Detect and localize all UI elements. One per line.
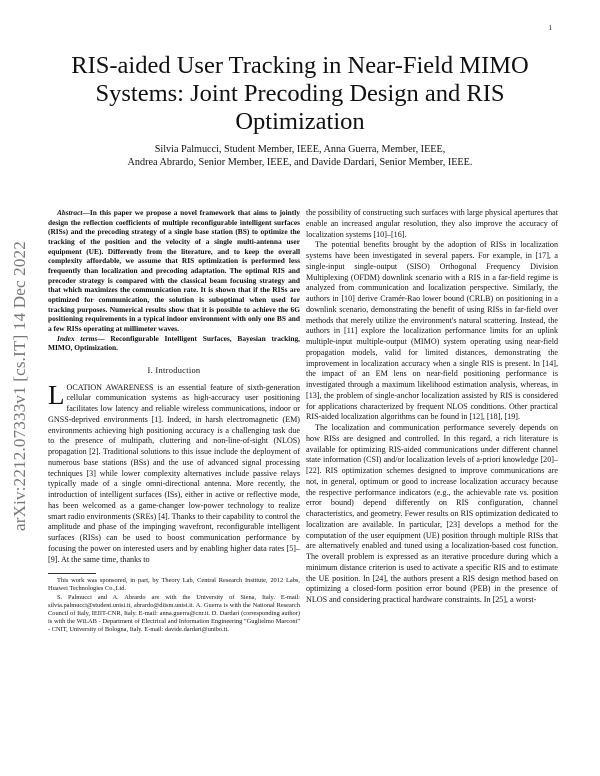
author-list (40, 143, 560, 169)
page-number: 1 (548, 24, 552, 32)
arxiv-stamp (6, 196, 34, 576)
intro-paragraph (48, 379, 300, 566)
index-terms-label: Index terms (57, 333, 98, 343)
footnote-affiliations: S. Palmucci and A. Abrardo are with the University of Siena, Italy. E-mail: silvia.palmucci@student.unisi.it, abrardo@diism.unisi.it. A. Guerra is with the National Research Council of Italy, IEIIT-CNR, Italy. E-mail: anna.guerra@cnr.it. D. Dardari (corresponding author) is with the WiLAB - Department of Electrical and Information Engineering "Guglielmo Marconi" - CNIT, University of Bologna, Italy. E-mail: davide.dardari@unibo.it. (48, 593, 300, 633)
right-column (306, 208, 558, 606)
intro-text: OCATION AWARENESS is an essential feature of sixth-generation cellular communication systems as high-accuracy user positioning facilitates low latency and reliable wireless communications, indoor or GNSS-deprived environments [1]. Indeed, in harsh electromagnetic (EM) environments achieving high positioning accuracy is a challenging task due to the presence of multipath, cluttering and non-line-of-sight (NLOS) propagation [2]. Traditional solutions to this issue include the deployment of numerous base stations (BSs) and the use of advanced signal processing techniques [3] while lower complexity alternatives include passive relays typically made of a single omni-directional antenna. More recently, the introduction of intelligent surfaces (ISs), either in active or reflective mode, has been welcomed as a game-changer low-power technology to realize smart radio environments (SREs) [4]. Thanks to their capability to control the amplitude and phase of the impinging wavefront, reconfigurable intelligent surfaces (RISs) can be used to boost communication performance by focusing the power on interested users and by enabling higher data rates [5]–[9]. At the same time, thanks to (48, 382, 300, 564)
body-paragraph-3: The localization and communication performance severely depends on how RISs are designed and controlled. In this regard, a rich literature is available for optimizing RIS-aided communications under different channel state information (CSI) and/or localization levels of a-priori knowledge [20]–[22]. RIS optimization schemes designed to improve communications are not, in general, optimum or good to increase localization accuracy because the respective performance indicators (e.g., the achievable rate vs. position error bound) depend differently on RIS configuration, channel characteristics, and geometry. Fewer results on RIS optimization dedicated to localization are available. In particular, [23] develops a method for the computation of the user equipment (UE) position through multiple RISs that are alternatively enabled and tuned using a localization-based cost function. The overall problem is expressed as an iterative procedure during which a minimum distance criterion is used to activate a specific RIS and to estimate the UE position. In [24], the authors present a RIS design method based on optimizing a closed-form position error bound (PEB) in the presence of NLOS and considering practical hardware constraints. In [25], a worst- (306, 423, 558, 604)
left-column (48, 208, 300, 634)
footnote-funding: This work was sponsored, in part, by Theory Lab, Central Research Institute, 2012 Labs, Huawei Technologies Co.,Ltd. (48, 577, 300, 593)
paper-title: RIS-aided User Tracking in Near-Field MIMO Systems: Joint Precoding Design and RIS Optimization (71, 52, 529, 135)
arxiv-stamp-text: arXiv:2212.07333v1 [cs.IT] 14 Dec 2022 (10, 241, 29, 531)
drop-cap: L (48, 379, 65, 410)
authors-line-2: Andrea Abrardo, Senior Member, IEEE, and Davide Dardari, Senior Member, IEEE. (127, 157, 473, 168)
body-paragraph-2: The potential benefits brought by the adoption of RISs in localization systems have been investigated in several papers. For example, in [17], a single-input single-output (SISO) Orthogonal Frequency Division Multiplexing (OFDM) downlink scenario with a RIS in a far-field regime is analyzed from communication and localization perspective. Similarly, the authors in [10] derive Cramér-Rao lower bound (CRLB) on positioning in a downlink scenario, demonstrating the benefit of using RISs in far-field over methods that merely utilize the environment's natural scattering. Instead, the authors in [11] explore the localization performance limits for an uplink multiple-input multiple-output (MIMO) system operating using near-field propagation models, valid for limited distances, demonstrating the improvement in localization accuracy when a single RIS is present. In [14], the impact of an EM lens on near-field positioning performance is investigated through a maximum likelihood estimation analysis, whereas, in [13], the problem of single-anchor localization assisted by RIS is considered for applications characterized by frequent NLOS conditions. Other practical RIS-aided localization algorithms can be found in [12], [18], [19]. (306, 240, 558, 422)
abstract (48, 208, 300, 334)
index-terms-text: — Reconfigurable Intelligent Surfaces, Bayesian tracking, MIMO, Optimization. (48, 333, 300, 353)
abstract-text: —In this paper we propose a novel framework that aims to jointly design the reflection coefficients of multiple reconfigurable intelligent surfaces (RISs) and the precoding strategy of a single base station (BS) to optimize the tracking of the position and the velocity of a single multi-antenna user equipment (UE). Differently from the literature, and to keep the overall complexity affordable, we assume that RIS optimization is performed less frequently than localization and precoding adaptation. The optimal RIS and precoder strategy is compared with the classical beam focusing strategy and that which maximizes the communication rate. It is shown that if the RISs are optimized for communication, the solution is suboptimal when used for tracking purposes. Numerical results show that it is possible to achieve the 6G positioning requirements in a typical indoor environment with only one BS and a few RISs operating at millimeter waves. (48, 208, 300, 333)
index-terms (48, 334, 300, 353)
section-heading: I. Introduction (147, 365, 201, 375)
abstract-label: Abstract (57, 208, 83, 217)
footnote-rule (48, 573, 96, 574)
footnotes (48, 577, 300, 634)
authors-line-1: Silvia Palmucci, Student Member, IEEE, Anna Guerra, Member, IEEE, (154, 144, 446, 155)
body-paragraph-1: the possibility of constructing such surfaces with large physical apertures that enable an increased angular resolution, they also improve the accuracy of localization systems [10]–[16]. (306, 208, 558, 239)
